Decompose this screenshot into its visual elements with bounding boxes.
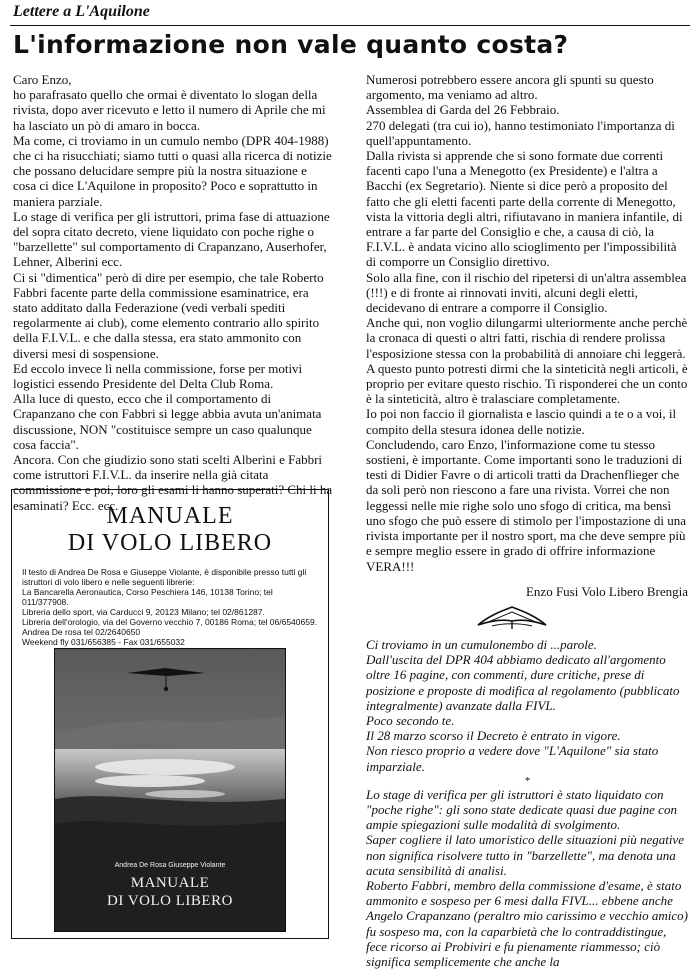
eagle-logo-icon xyxy=(476,605,548,631)
book-cover-image xyxy=(54,648,286,932)
ad-text-line: Libreria dello sport, via Carducci 9, 20123 Milano; tel 02/861287. xyxy=(22,607,265,617)
letter-paragraph: Io poi non faccio il giornalista e lascio quindi a te o a voi, il compito della stesura idonea delle notizie. xyxy=(366,406,677,437)
cover-title-line: DI VOLO LIBERO xyxy=(107,893,233,909)
letter-paragraph: Numerosi potrebbero essere ancora gli spunti su questo argomento, ma veniamo ad altro. xyxy=(366,72,654,103)
letter-paragraph: Ed eccolo invece lì nella commissione, forse per motivi logistici essendo Presidente del Delta Club Roma. xyxy=(13,360,303,392)
ad-title-line: DI VOLO LIBERO xyxy=(67,530,273,556)
section-label: Lettere a L'Aquilone xyxy=(13,3,150,20)
ad-text-line: Libreria dell'orologio, via del Governo vecchio 7, 00186 Roma; tel 06/6540659. xyxy=(22,617,318,627)
reply-separator: * xyxy=(524,774,530,787)
reply-paragraph: Dall'uscita del DPR 404 abbiamo dedicato all'argomento oltre 16 pagine, con commenti, dure critiche, prese di posizione e proposte di modifica al regolamento (pubblicato integralmente) avanzate dalla FIVL. xyxy=(366,652,680,713)
ad-text xyxy=(22,567,318,647)
header-rule xyxy=(10,25,690,26)
cover-authors: Andrea De Rosa Giuseppe Violante xyxy=(114,862,226,869)
reply-paragraph: Ci troviamo in un cumulonembo di ...parole. xyxy=(366,636,597,652)
letter-paragraph: Lo stage di verifica per gli istruttori, prima fase di attuazione del sopra citato decreto, viene liquidato con poche righe o "barzellette" sul comportamento di Crapanzano, Auserhofer, Lehner, Alberini ecc. xyxy=(13,208,330,270)
letter-paragraph: Ancora. Con che giudizio sono stati scelti Alberini e Fabbri come istruttori F.I.V.L. da inserire nella già citata commissione e poi, loro gli esami li hanno superati? Chi li ha esaminati? Ecc. ecc. xyxy=(13,452,333,513)
letter-paragraph: Anche qui, non voglio dilungarmi ulteriormente anche perchè la cronaca di questi o altri fatti, rischia di rendere prolissa l'esposizione stessa con la probabilità di annoiare chi leggerà. xyxy=(366,315,688,361)
letter-left-column xyxy=(13,72,333,513)
letter-paragraph: Dalla rivista si apprende che si sono formate due correnti facenti capo l'una a Menegotto (ex Presidente) e l'altra a Bacchi (ex Segretario). Niente si dice però a proposito del fatto che gli eletti facenti parte della corrente di Menegotto, vista la vittoria degli altri, rifiutavano in maniera infantile, di entrare a far parte del Consiglio e che, a causa di ciò, la F.I.V.L. è andata vicino allo scioglimento per l'impossibilità di comporre un Consiglio direttivo. xyxy=(366,148,683,270)
book-advertisement xyxy=(11,489,329,939)
reply-paragraph: Lo stage di verifica per gli istruttori è stato liquidato con "poche righe": gli sono state dedicate quasi due pagine con ampie spiegazioni sulle modalità di svolgimento. xyxy=(366,786,677,833)
letter-paragraph: Alla luce di questo, ecco che il comportamento di Crapanzano che con Fabbri si legge abbia avuta un'animata discussione, NON "costituisce sempre un caso qualunque cosa faccia". xyxy=(13,391,322,452)
letter-paragraph: Concludendo, caro Enzo, l'informazione come tu stesso sostieni, è importante. Come importanti sono le traduzioni di testi di Didier Favre o di articoli tratti da Drachenflieger che da soli però non riescono a fare una rivista. Vorrei che non leggessi nelle mie righe solo uno sfogo di critica, ma bensì uno sfogo che può essere di stimolo per l'impostazione di una rivista importante per il nostro sport, ma che deve sempre più e sempre meglio essere in grado di offrire informazione VERA!!! xyxy=(366,436,687,574)
letter-paragraph: 270 delegati (tra cui io), hanno testimoniato l'importanza di quell'appuntamento. xyxy=(366,117,675,148)
signature: Enzo Fusi Volo Libero Brengia xyxy=(525,583,688,599)
letter-paragraph: Ma come, ci troviamo in un cumulo nembo (DPR 404-1988) che ci ha risucchiati; siamo tutti o quasi alla ricerca di notizie che possano delucidare sempre più la nostra situazione e cosa ci dice L'Aquilone in proposito? Poco e soprattutto in maniera parziale. xyxy=(13,132,332,209)
letter-paragraph: Assemblea di Garda del 26 Febbraio. xyxy=(366,102,560,118)
cover-title xyxy=(55,874,285,910)
ad-text-line: Il testo di Andrea De Rosa e Giuseppe Violante, è disponibile presso tutti gli istruttori di volo libero e nelle seguenti librerie: xyxy=(22,567,307,587)
letter-paragraph: Ci si "dimentica" però di dire per esempio, che tale Roberto Fabbri facente parte della commissione esaminatrice, era stato additato dalla Federazione (vedi verbali spediti regolarmente ai club), come elemento contrario allo spirito della F.I.V.L. e che dalla stessa, era stato ammonito con diversi mesi di sospensione. xyxy=(13,269,324,361)
ad-text-line: La Bancarella Aeronautica, Corso Peschiera 146, 10138 Torino; tel 011/377908. xyxy=(22,587,273,607)
letter-paragraph: ho parafrasato quello che ormai è diventato lo slogan della rivista, dopo aver ricevuto e letto il numero di Aprile che mi ha lasciato un pò di amaro in bocca. xyxy=(13,87,326,133)
ad-title-line: MANUALE xyxy=(106,503,234,529)
letter-right-column xyxy=(366,72,688,969)
reply-paragraph: Saper cogliere il lato umoristico delle situazioni più negative non significa risolvere tutto in "barzellette", ma denota una acuta sensibilità di analisi. xyxy=(366,832,684,878)
reply-paragraph: Poco secondo te. xyxy=(366,712,455,728)
reply-paragraph: Non riesco proprio a vedere dove "L'Aquilone" sia stato imparziale. xyxy=(366,743,659,774)
cover-title-line: MANUALE xyxy=(130,875,210,891)
letter-paragraph: Caro Enzo, xyxy=(13,72,72,87)
reply-paragraph: Il 28 marzo scorso il Decreto è entrato in vigore. xyxy=(366,728,621,744)
ad-text-line: Weekend fly 031/656385 - Fax 031/655032 xyxy=(22,637,185,647)
ad-text-line: Andrea De rosa tel 02/2640650 xyxy=(22,627,141,637)
ad-title xyxy=(12,503,328,557)
letter-paragraph: A questo punto potresti dirmi che la sinteticità negli articoli, è proprio per evitare questo rischio. Ti risponderei che un conto è la sinteticità, altro è tralasciare completamente. xyxy=(366,360,688,407)
headline: L'informazione non vale quanto costa? xyxy=(13,30,569,59)
letter-paragraph: Solo alla fine, con il rischio del ripetersi di un'altra assemblea (!!!) e di fronte ai rinnovati inviti, alcuni degli eletti, decidevano di entrare a comporre il Consiglio. xyxy=(366,269,687,316)
editor-reply xyxy=(366,637,688,969)
reply-paragraph: Roberto Fabbri, membro della commissione d'esame, è stato ammonito e sospeso per 6 mesi dalla FIVL... ebbene anche Angelo Crapanzano (peraltro mio carissimo e vecchio amico) fu sospeso ma, con la caparbietà che lo contraddistingue, fece ricorso ai Probiviri e fu pienamente riammesso; ciò significa semplicemente che anche la xyxy=(366,877,688,969)
